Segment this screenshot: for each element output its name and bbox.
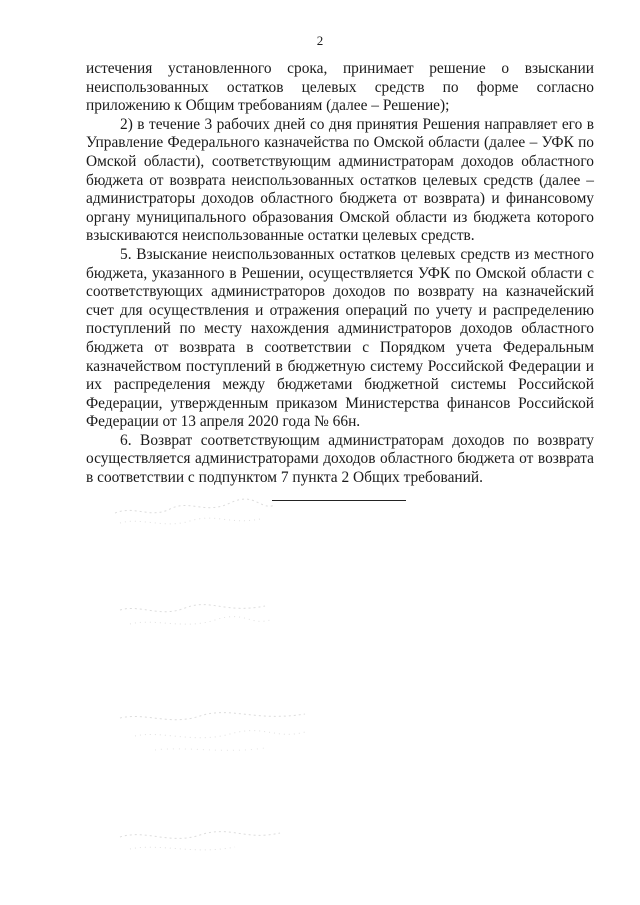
scan-artifact	[115, 590, 275, 640]
document-body	[86, 60, 594, 488]
page-number: 2	[316, 33, 324, 48]
scan-artifact	[115, 815, 285, 860]
paragraph-continuation: истечения установленного срока, принимает решение о взыскании неиспользованных остатков целевых средств по форме согласно приложению к Общим требованиям (далее – Решение);	[86, 60, 594, 115]
scan-artifact	[115, 700, 315, 760]
paragraph-item-5: 5. Взыскание неиспользованных остатков целевых средств из местного бюджета, указанного в Решении, осуществляется УФК по Омской области с соответствующих администраторов доходов по возврату на казначейский счет для осуществления и отражения операций по учету и распределению поступлений по месту нахождения администраторов доходов областного бюджета от возврата в соответствии с Порядком учета Федеральным казначейством поступлений в бюджетную систему Российской Федерации и их распределения между бюджетами бюджетной системы Российской Федерации, утвержденным приказом Министерства финансов Российской Федерации от 13 апреля 2020 года № 66н.	[86, 245, 594, 431]
end-separator-line	[272, 500, 406, 501]
paragraph-item-6: 6. Возврат соответствующим администраторам доходов по возврату осуществляется администраторами доходов областного бюджета от возврата в соответствии с подпунктом 7 пункта 2 Общих требований.	[86, 431, 594, 487]
scan-artifact	[110, 485, 280, 535]
paragraph-item-2: 2) в течение 3 рабочих дней со дня принятия Решения направляет его в Управление Федерального казначейства по Омской области (далее – УФК по Омской области), соответствующим администраторам доходов областного бюджета от возврата неиспользованных остатков целевых средств (далее – администраторы доходов областного бюджета от возврата) и финансовому органу муниципального образования Омской области из бюджета которого взыскиваются неиспользованные остатки целевых средств.	[86, 115, 594, 245]
